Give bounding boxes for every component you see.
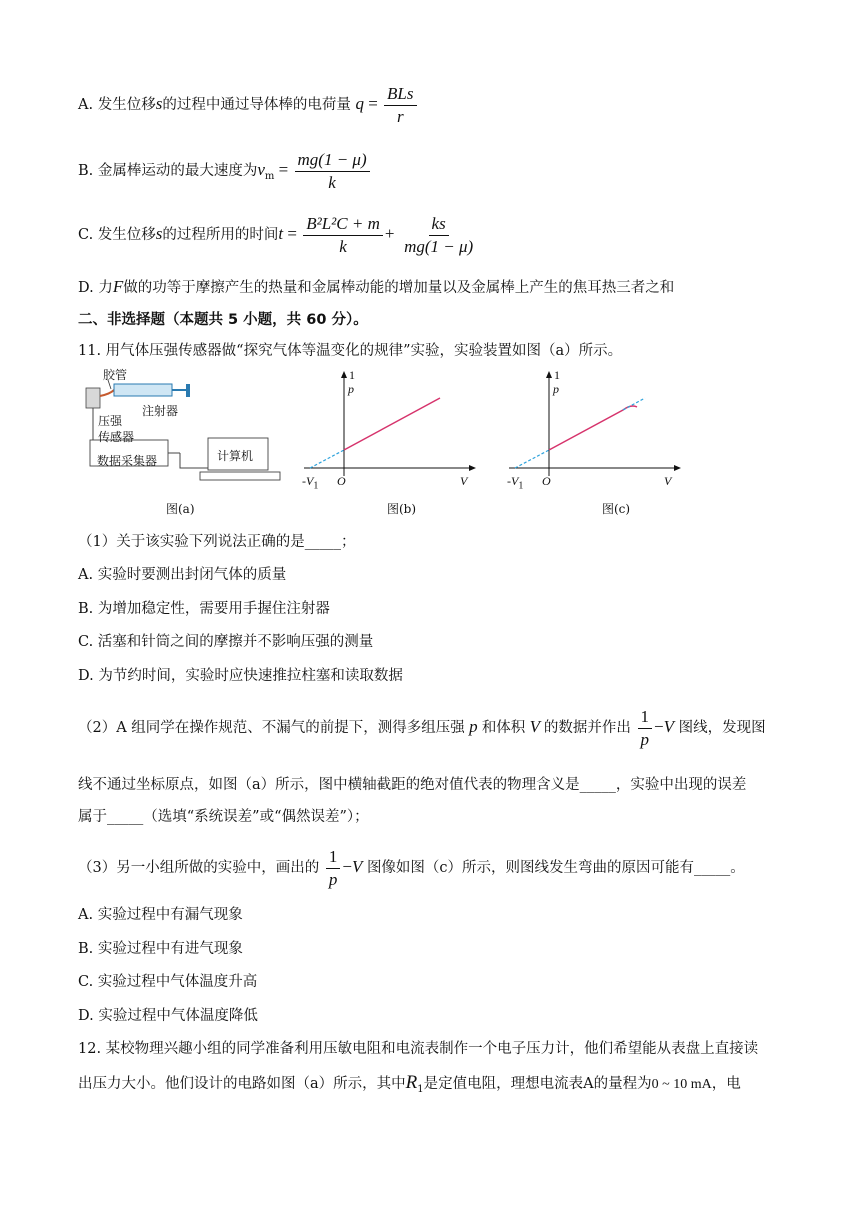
option-10d: D. 力F做的功等于摩擦产生的热量和金属棒动能的增加量以及金属棒上产生的焦耳热三者之和 [78,277,675,296]
caption-a: 图(a) [166,502,195,516]
label-tube: 胶管 [103,368,128,382]
option-10c: C. 发生位移s的过程所用的时间t = $\frac{\text{B²L²C + m}}{k}$ + $\frac{ks}{mg(1 - \mu)}$ [78,214,478,256]
caption-b: 图(b) [387,502,417,516]
fraction: $\frac{\text{B²L²C + m}}{k}$ [303,214,383,256]
option-10b: B. 金属棒运动的最大速度为$v_m$ = $\frac{mg(1 - \mu)}{k}$ [78,150,372,192]
label-sensor-2: 传感器 [98,430,135,444]
option-text: B. 金属棒运动的最大速度为 [78,163,258,180]
label-sensor-1: 压强 [98,414,123,428]
line-c-dashed [515,450,549,468]
section-heading: 二、非选择题（本题共 5 小题，共 60 分）。 [78,312,368,328]
q12-line1: 12. 某校物理兴趣小组的同学准备利用压敏电阻和电流表制作一个电子压力计，他们希望能从表盘上直接读 [78,1041,759,1057]
q11-part2-line3: 属于_____（选填“系统误差”或“偶然误差”）； [78,809,369,825]
c-origin: O [542,474,551,488]
q11-p3-option-d: D. 实验过程中气体温度降低 [78,1008,258,1024]
q11-p1-option-b: B. 为增加稳定性，需要用手握住注射器 [78,601,330,617]
line-b-dashed [310,450,344,468]
c-x-label: V [664,474,672,488]
q11-p3-option-c: C. 实验过程中气体温度升高 [78,974,258,990]
q12-line2: 出压力大小。他们设计的电路如图（a）所示，其中$R_1$是定值电阻，理想电流表A的量程为0 ~ 10 mA，电 [78,1072,741,1095]
b-x-label: V [460,474,468,488]
figure-b-graph [300,370,480,495]
fraction: $\frac{mg(1 - \mu)}{k}$ [295,150,370,192]
lhs-v: v [257,160,265,180]
var-s: s [155,94,163,114]
line-c-curve [549,406,637,450]
caption-c: 图(c) [602,502,631,516]
b-y-num: 1 [349,368,355,382]
q11-p1-option-d: D. 为节约时间，实验时应快速推拉柱塞和读取数据 [78,668,403,684]
q11-part2-line1: （2）A 组同学在操作规范、不漏气的前提下，测得多组压强 p 和体积 V 的数据并作出 $\frac{1}{p}$ −V 图线，发现图 [78,707,766,749]
fraction-1-over-p: $\frac{1}{p}$ [326,847,341,889]
q11-stem: 11. 用气体压强传感器做“探究气体等温变化的规律”实验，实验装置如图（a）所示。 [78,343,623,359]
q11-part3: （3）另一小组所做的实验中，画出的 $\frac{1}{p}$ −V 图像如图（c）所示，则图线发生弯曲的原因可能有_____。 [78,847,745,889]
fraction: $\frac{ks}{mg(1 - \mu)}$ [404,214,474,256]
b-origin: O [337,474,346,488]
lhs-q: q [355,94,364,114]
figure-c-graph [505,370,685,495]
option-text: C. 发生位移 [78,227,156,244]
q11-part2-line2: 线不通过坐标原点，如图（a）所示，图中横轴截距的绝对值代表的物理含义是_____，实验中出现的误差 [78,777,747,793]
line-b-solid [344,398,440,450]
q11-part1: （1）关于该实验下列说法正确的是_____； [78,534,356,550]
c-intercept: $-V_1$ [507,474,524,492]
label-syringe: 注射器 [142,404,179,418]
b-y-den: p [348,382,354,396]
q11-p1-option-c: C. 活塞和针筒之间的摩擦并不影响压强的测量 [78,634,374,650]
option-10a: A. 发生位移s的过程中通过导体棒的电荷量 q = $\frac{\text{BLs}}{r}$ [78,84,419,126]
label-computer: 计算机 [217,449,254,463]
q11-p1-option-a: A. 实验时要测出封闭气体的质量 [78,567,287,583]
label-collector: 数据采集器 [97,454,158,468]
fraction: $\frac{\text{BLs}}{r}$ [384,84,416,126]
fraction-1-over-p: $\frac{1}{p}$ [638,707,653,749]
c-y-num: 1 [554,368,560,382]
b-intercept: $-V_1$ [302,474,319,492]
c-y-den: p [553,382,559,396]
option-text-mid: 的过程中通过导体棒的电荷量 [162,97,351,114]
q11-p3-option-a: A. 实验过程中有漏气现象 [78,907,243,923]
option-text: A. 发生位移 [78,97,156,114]
q11-p3-option-b: B. 实验过程中有进气现象 [78,941,243,957]
